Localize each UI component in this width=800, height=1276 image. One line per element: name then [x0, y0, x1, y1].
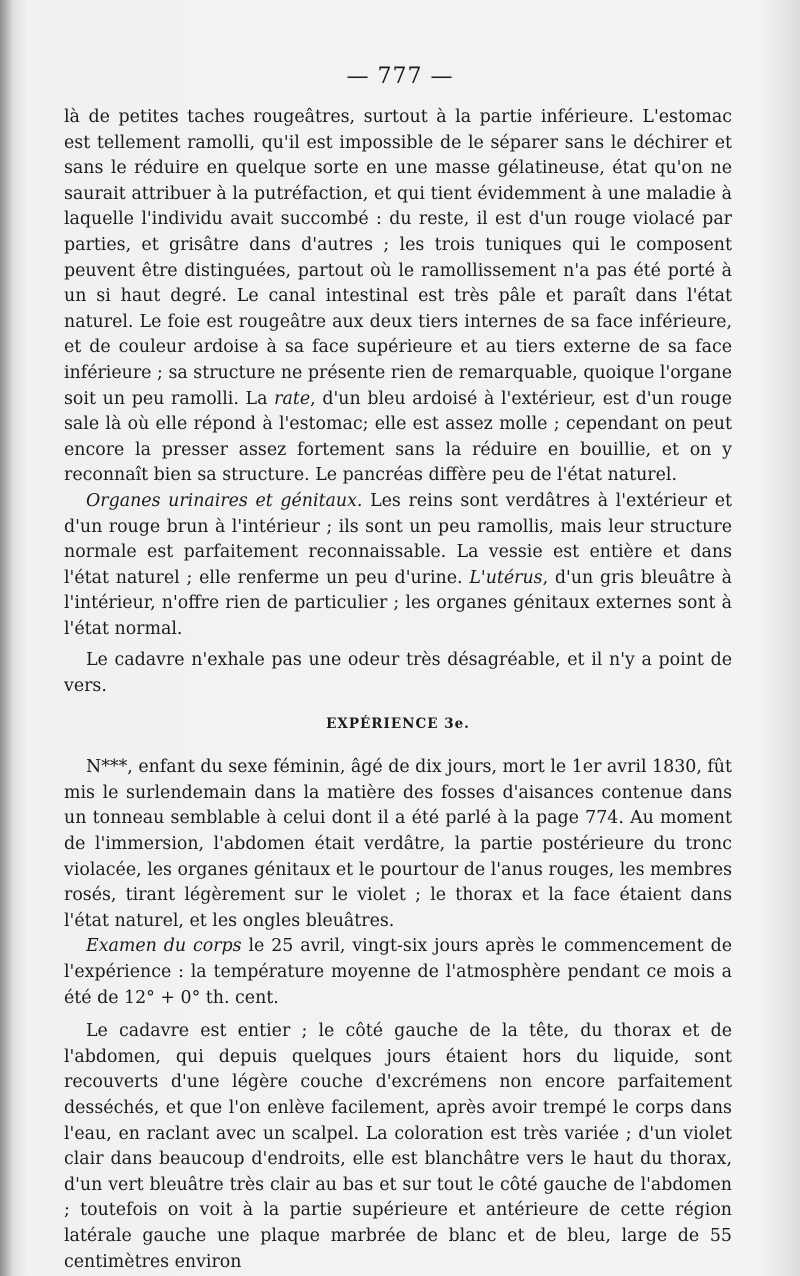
paragraph-odor: Le cadavre n'exhale pas une odeur très désagréable, et il n'y a point de vers. — [64, 650, 732, 697]
paragraph-organs: là de petites taches rougeâtres, surtout à la partie inférieure. L'estomac est tellement ramolli, qu'il est impossible de le séparer sans le déchirer et sans le réduire en quelque sorte en une masse gélatineuse, état qu'on ne saurait attribuer à la putréfaction, et qui tient évidemment à une maladie à laquelle l'individu avait succombé : du reste, il est d'un rouge violacé par parties, et grisâtre dans d'autres ; les trois tuniques qui le composent peuvent être distinguées, partout où le ramollissement n'a pas été porté à un si haut degré. Le canal intestinal est très pâle et paraît dans l'état naturel. Le foie est rougeâtre aux deux tiers internes de sa face inférieure, et de couleur ardoise à sa face supérieure et au tiers externe de sa face inférieure ; sa structure ne présente rien de remarquable, quoique l'organe soit un peu ramolli. La rate, d'un bleu ardoisé à l'extérieur, est d'un rouge sale là où elle répond à l'estomac; elle est assez molle ; cependant on peut encore la presser assez fortement sans la réduire en bouillie, et on y reconnaît bien sa structure. Le pancréas diffère peu de l'état naturel. — [64, 107, 732, 486]
paragraph-cadaver: Le cadavre est entier ; le côté gauche de la tête, du thorax et de l'abdomen, qui depuis quelques jours étaient hors du liquide, sont recouverts d'une légère couche d'excrémens non encore parfaitement desséchés, et que l'on enlève facilement, après avoir trempé le corps dans l'eau, en raclant avec un scalpel. La coloration est très variée ; d'un violet clair dans beaucoup d'endroits, elle est blanchâtre vers le haut du thorax, d'un vert bleuâtre très clair au bas et sur tout le côté gauche de l'abdomen ; toutefois on voit à la partie supérieure et antérieure de cette région latérale gauche une plaque marbrée de blanc et de bleu, large de 55 centimètres environ — [64, 1021, 732, 1272]
paragraph-experience: N***, enfant du sexe féminin, âgé de dix jours, mort le 1er avril 1830, fût mis le surlendemain dans la matière des fosses d'aisances contenue dans un tonneau semblable à celui dont il a été parlé à la page 774. Au moment de l'immersion, l'abdomen était verdâtre, la partie postérieure du tronc violacée, les organes génitaux et le pourtour de l'anus rouges, les membres rosés, tirant légèrement sur le violet ; le thorax et la face étaient dans l'état naturel, et les ongles bleuâtres. — [64, 757, 733, 931]
body-text — [64, 105, 732, 1275]
page-binding-shadow — [0, 0, 12, 1276]
page-number: — 777 — — [346, 64, 454, 89]
section-title: EXPÉRIENCE 3e. — [326, 715, 470, 732]
paragraph-urinary: Organes urinaires et génitaux. Les reins sont verdâtres à l'extérieur et d'un rouge brun à l'intérieur ; ils sont un peu ramollis, mais leur structure normale est parfaitement reconnaissable. La vessie est entière et dans l'état naturel ; elle renferme un peu d'urine. L'utérus, d'un gris bleuâtre à l'intérieur, n'offre rien de particulier ; les organes génitaux externes sont à l'état normal. — [64, 490, 733, 639]
paragraph-examination: Examen du corps le 25 avril, vingt-six jours après le commencement de l'expérience : la température moyenne de l'atmosphère pendant ce mois a été de 12° + 0° th. cent. — [64, 936, 732, 1008]
